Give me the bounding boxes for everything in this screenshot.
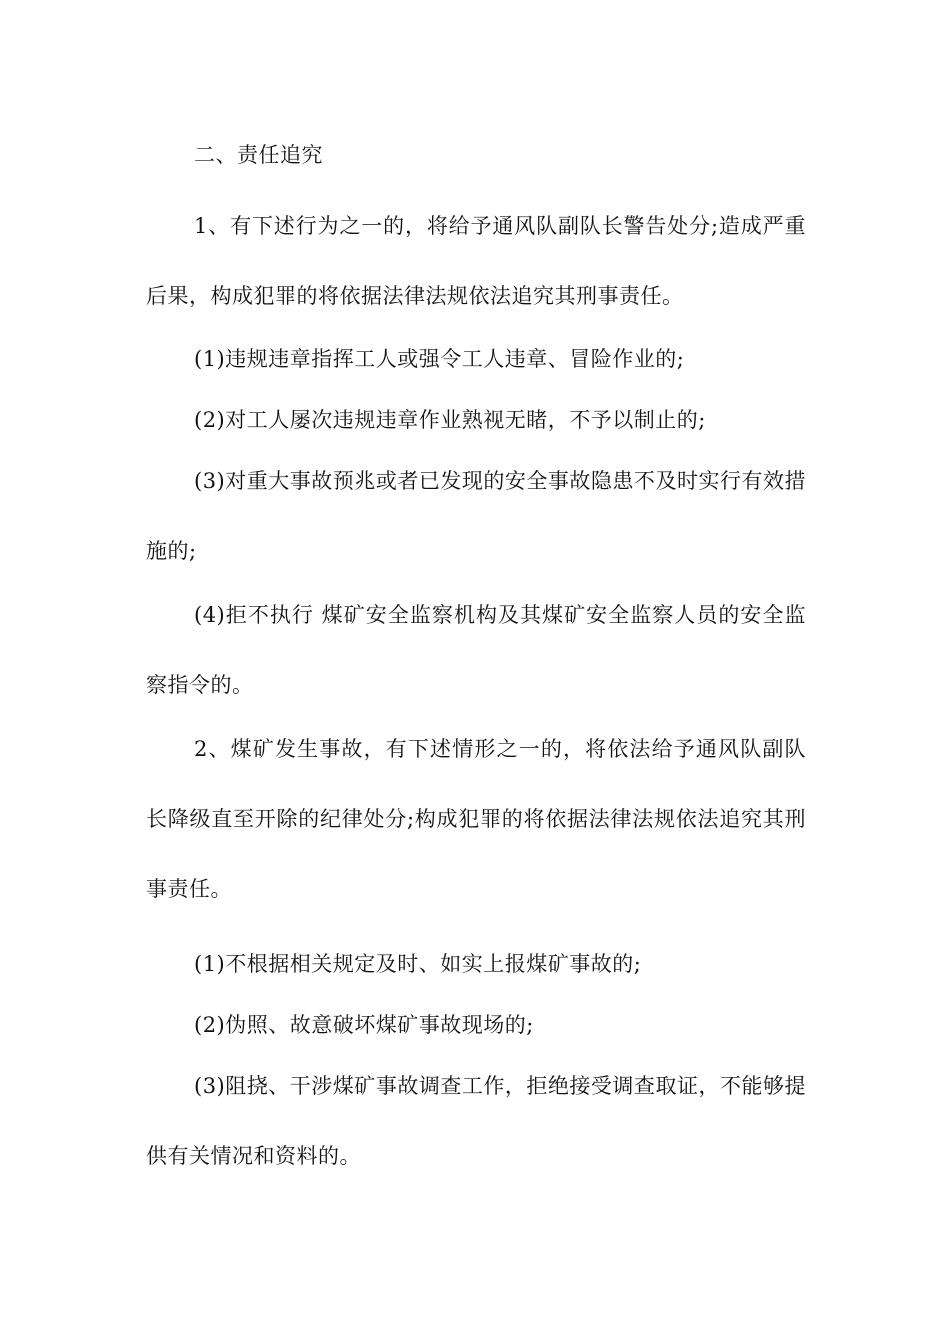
section-heading: 二、责任追究 [194, 143, 323, 167]
clause-2-item-3: (3)阻挠、干涉煤矿事故调查工作，拒绝接受调查取证，不能够提供有关情况和资料的。 [146, 1074, 806, 1168]
clause-2-item-2: (2)伪照、故意破坏煤矿事故现场的; [194, 1013, 534, 1037]
clause-2: 2、煤矿发生事故，有下述情形之一的，将依法给予通风队副队长降级直至开除的纪律处分;构成犯罪的将依据法律法规依法追究其刑事责任。 [146, 737, 806, 901]
clause-1-item-3: (3)对重大事故预兆或者已发现的安全事故隐患不及时实行有效措施的; [146, 469, 806, 563]
clause-2-item-1: (1)不根据相关规定及时、如实上报煤矿事故的; [194, 952, 642, 976]
clause-1-item-4: (4)拒不执行 煤矿安全监察机构及其煤矿安全监察人员的安全监察指令的。 [146, 603, 806, 697]
clause-1-item-2: (2)对工人屡次违规违章作业熟视无睹，不予以制止的; [194, 408, 706, 432]
clause-1-item-1: (1)违规违章指挥工人或强令工人违章、冒险作业的; [194, 347, 685, 371]
clause-1: 1、有下述行为之一的，将给予通风队副队长警告处分;造成严重后果，构成犯罪的将依据法律法规依法追究其刑事责任。 [146, 214, 806, 308]
